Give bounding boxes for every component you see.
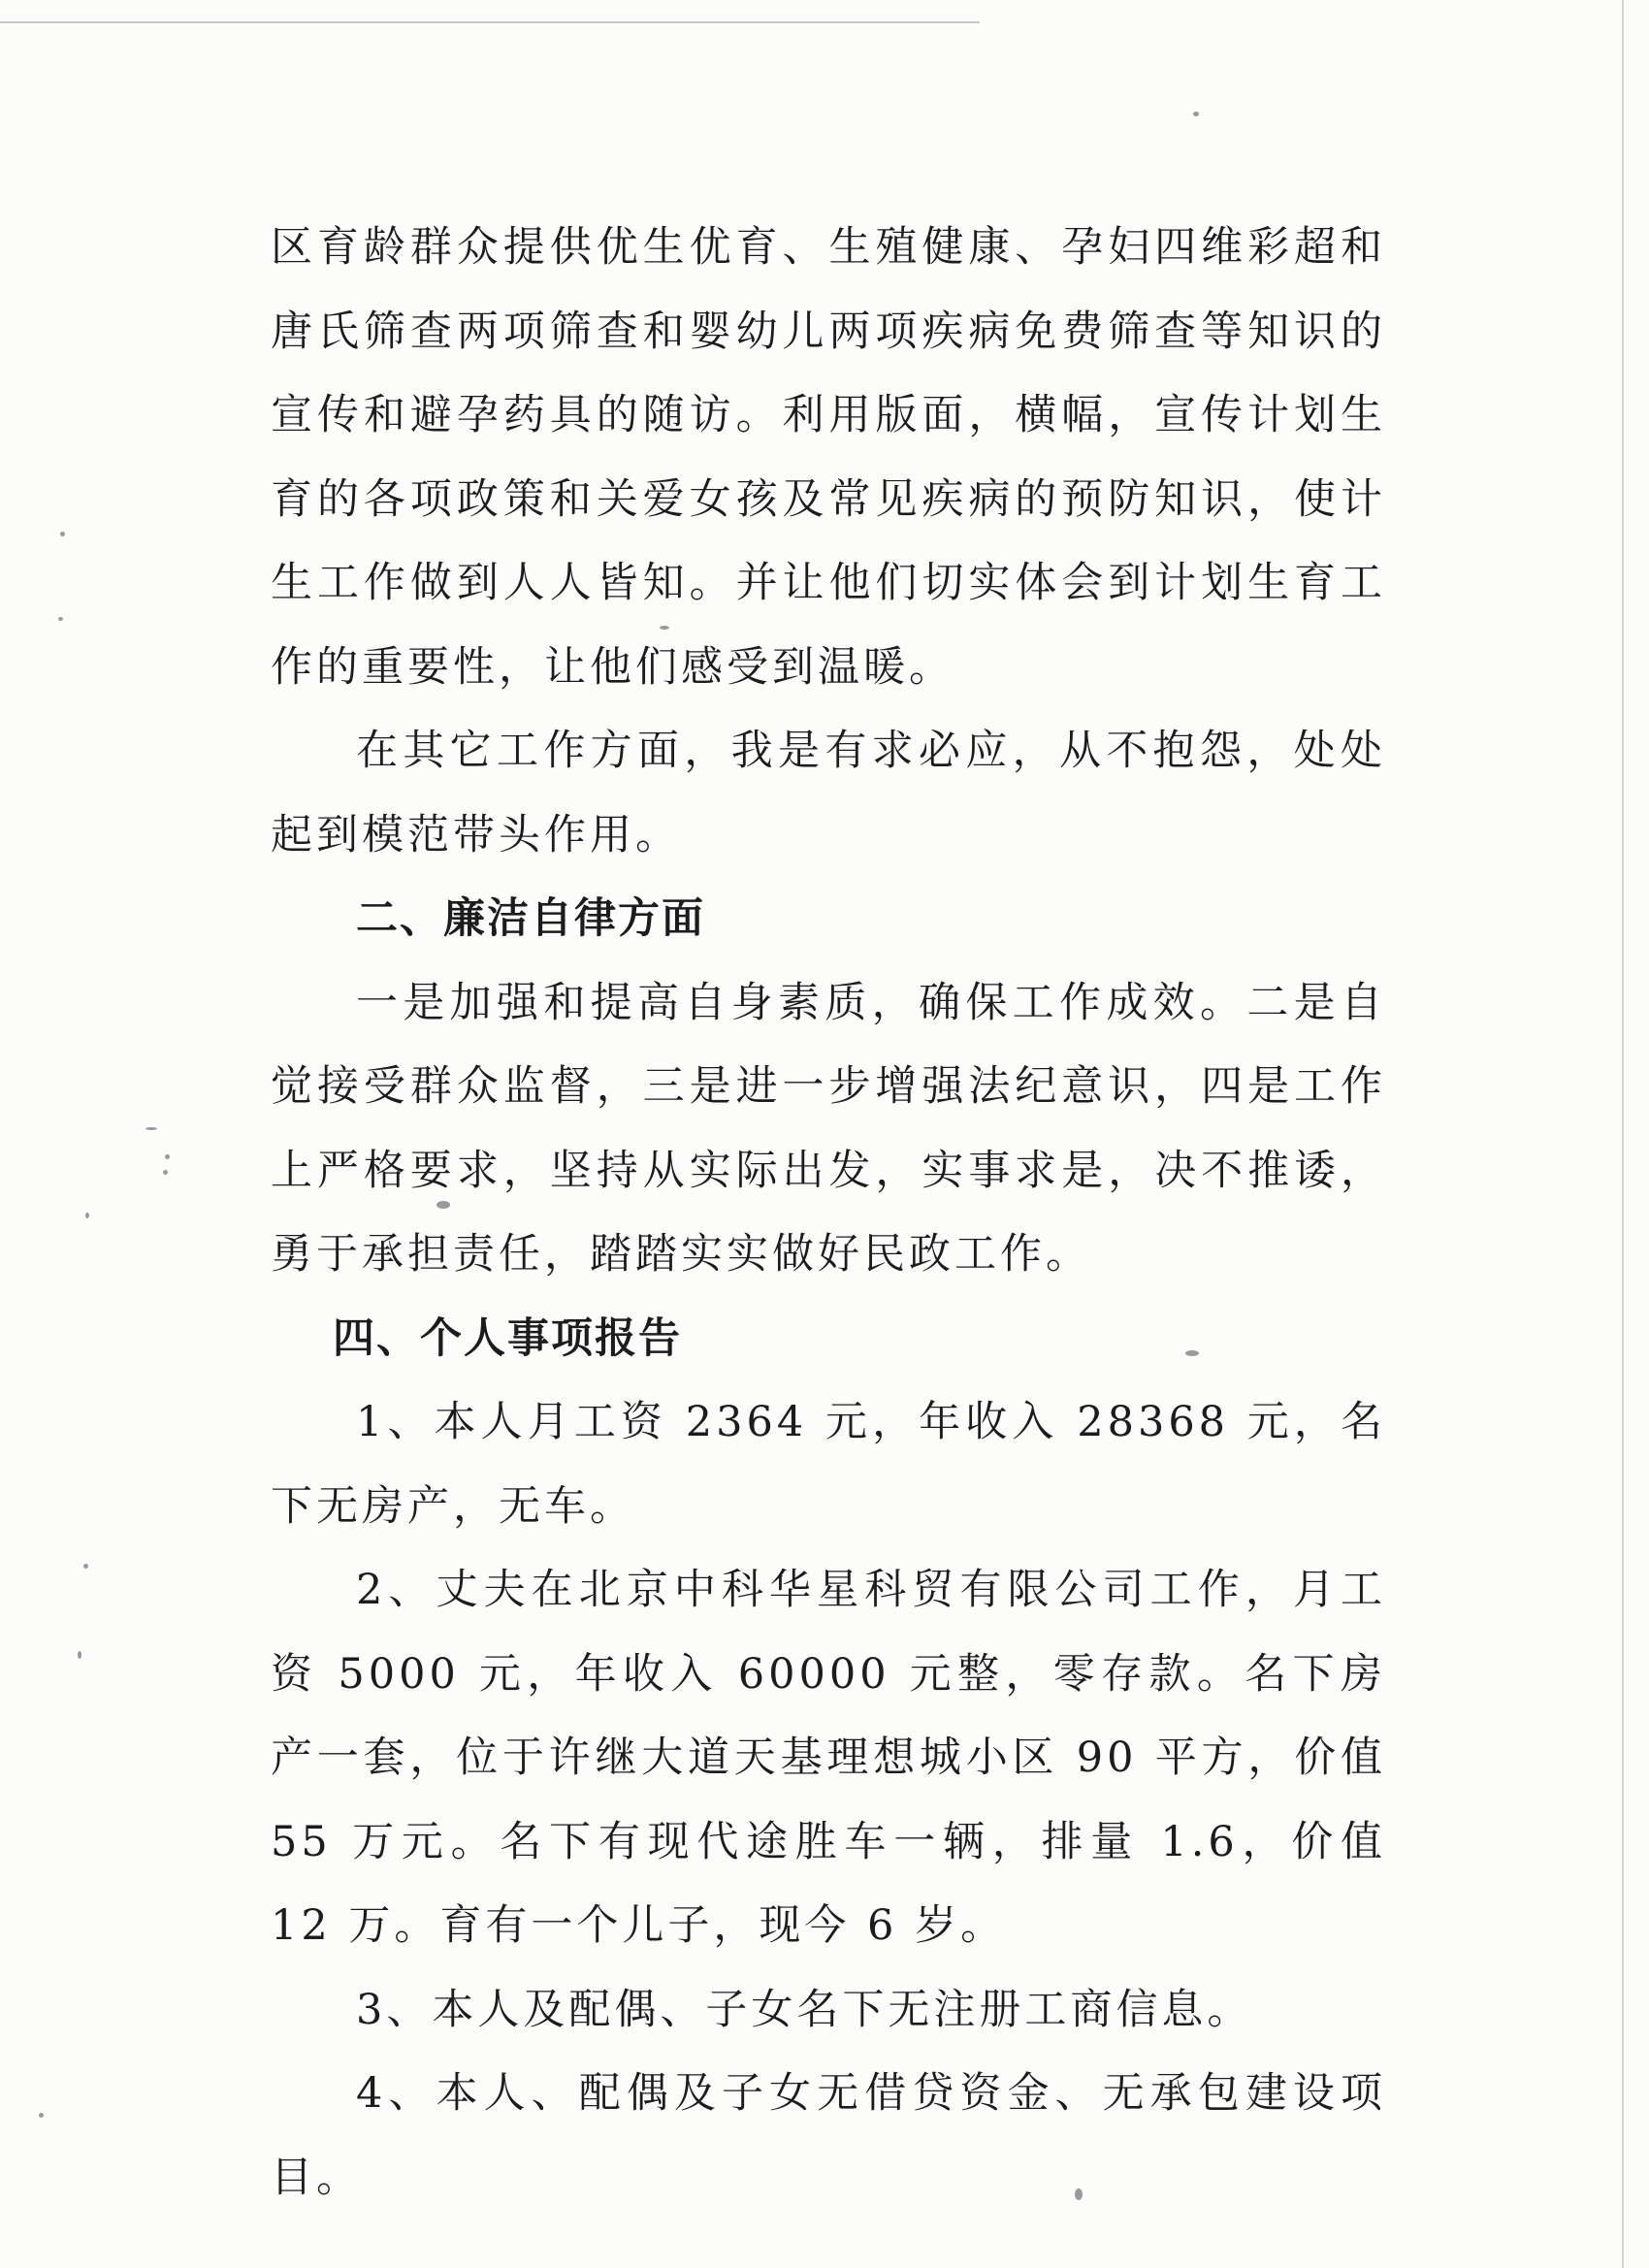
scan-speck (1185, 1350, 1199, 1356)
scan-speck (60, 532, 65, 536)
scan-edge-right (1622, 0, 1624, 2268)
scan-speck (1193, 112, 1199, 116)
scan-speck (78, 1651, 81, 1659)
document-body (271, 206, 1386, 2219)
paragraph-item-1: 1、本人月工资 2364 元，年收入 28368 元，名下无房产，无车。 (271, 1398, 1386, 1531)
scan-speck (85, 1213, 89, 1218)
paragraph-item-2: 2、丈夫在北京中科华星科贸有限公司工作，月工资 5000 元，年收入 60000 元整，零存款。名下房产一套，位于许继大道天基理想城小区 90 平方，价值 55 万元。名下有现代途胜车一辆，排量 1.6，价值 12 万。育有一个儿子，现今 6 岁。 (271, 1566, 1386, 1950)
scan-speck (83, 1564, 88, 1569)
scan-speck (436, 1201, 450, 1209)
scan-speck (39, 2113, 44, 2118)
scan-speck (165, 1154, 170, 1159)
scan-speck (1075, 2188, 1083, 2200)
scan-speck (660, 626, 669, 630)
paragraph-other-work: 在其它工作方面，我是有求必应，从不抱怨，处处起到模范带头作用。 (271, 727, 1386, 859)
section-heading-integrity: 二、廉洁自律方面 (356, 894, 705, 943)
scan-speck (58, 617, 63, 621)
scan-speck (163, 1170, 168, 1175)
paragraph-item-3: 3、本人及配偶、子女名下无注册工商信息。 (356, 1985, 1253, 2034)
paragraph-item-4: 4、本人、配偶及子女无借贷资金、无承包建设项目。 (271, 2069, 1386, 2202)
paragraph-publicity: 区育龄群众提供优生优育、生殖健康、孕妇四维彩超和唐氏筛查两项筛查和婴幼儿两项疾病免费筛查等知识的宣传和避孕药具的随访。利用版面，横幅，宣传计划生育的各项政策和关爱女孩及常见疾病的预防知识，使计生工作做到人人皆知。并让他们切实体会到计划生育工作的重要性，让他们感受到温暖。 (271, 223, 1386, 692)
section-heading-personal-report: 四、个人事项报告 (333, 1313, 682, 1363)
paragraph-integrity: 一是加强和提高自身素质，确保工作成效。二是自觉接受群众监督，三是进一步增强法纪意识，四是工作上严格要求，坚持从实际出发，实事求是，决不推诿，勇于承担责任，踏踏实实做好民政工作。 (271, 978, 1386, 1279)
scan-edge-top (0, 21, 980, 23)
scan-speck (146, 1127, 157, 1130)
